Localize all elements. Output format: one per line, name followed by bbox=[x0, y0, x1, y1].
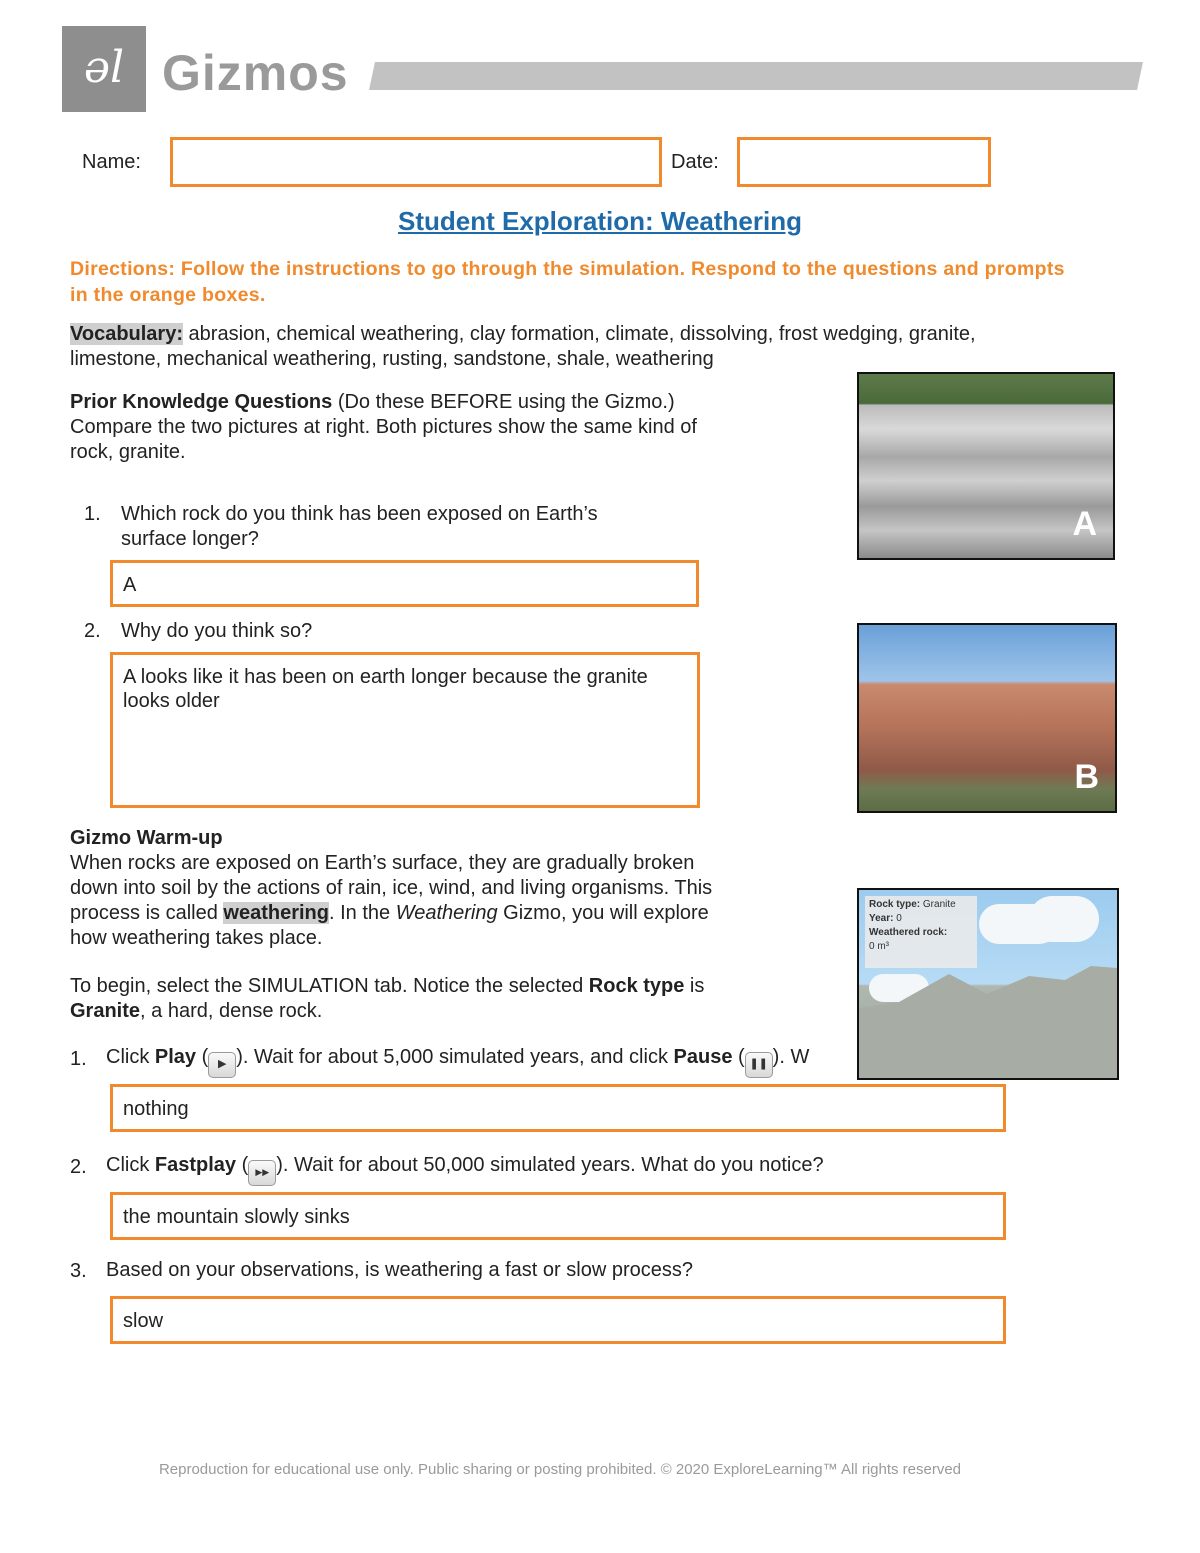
warmup-q2-a: Click bbox=[106, 1154, 155, 1176]
readout-year-value: 0 bbox=[896, 913, 902, 924]
warmup-p1-line2: down into soil by the actions of rain, ice, wind, and living organisms. This bbox=[70, 877, 713, 899]
name-label: Name: bbox=[82, 151, 141, 173]
photo-a-label: A bbox=[1072, 505, 1097, 543]
readout-weathered-label: Weathered rock: bbox=[869, 927, 948, 938]
readout-year-label: Year: bbox=[869, 913, 894, 924]
header-band bbox=[369, 62, 1143, 90]
warmup-p2-line1b: is bbox=[684, 975, 705, 997]
footer: Reproduction for educational use only. Public sharing or posting prohibited. © 2020 ExploreLearning™ All rights reserved bbox=[158, 1461, 962, 1478]
prior-q2-number: 2. bbox=[84, 620, 101, 642]
warmup-q1-e: ( bbox=[732, 1046, 745, 1068]
vocabulary-line1: abrasion, chemical weathering, clay formation, climate, dissolving, frost wedging, granite, bbox=[183, 323, 976, 345]
warmup-p2-line2b: , a hard, dense rock. bbox=[140, 1000, 323, 1022]
prior-q1-text bbox=[121, 502, 681, 552]
warmup-heading: Gizmo Warm-up bbox=[70, 827, 223, 849]
pause-term: Pause bbox=[673, 1046, 733, 1068]
warmup-q1-c: ( bbox=[196, 1046, 209, 1068]
warmup-q2-c: ( bbox=[236, 1154, 249, 1176]
prior-q1-line1: Which rock do you think has been exposed on Earth’s bbox=[121, 503, 598, 525]
readout-weathered-value: 0 m³ bbox=[869, 941, 889, 952]
fastplay-term: Fastplay bbox=[154, 1154, 237, 1176]
warmup-q1-number: 1. bbox=[70, 1048, 87, 1070]
warmup-q1-d: ). Wait for about 5,000 simulated years, and click bbox=[236, 1046, 674, 1068]
prior-q2-text: Why do you think so? bbox=[121, 620, 313, 642]
warmup-p1-line3b: . In the bbox=[328, 902, 396, 924]
warmup-paragraph-1 bbox=[70, 851, 830, 951]
photo-b-label: B bbox=[1074, 758, 1099, 796]
warmup-q1-answer[interactable]: nothing bbox=[110, 1084, 1006, 1132]
rock-type-term: Rock type bbox=[588, 975, 685, 997]
logo-glyph: əl bbox=[83, 42, 125, 93]
granite-photo-b bbox=[857, 623, 1117, 813]
granite-photo-a bbox=[857, 372, 1115, 560]
warmup-q2-number: 2. bbox=[70, 1156, 87, 1178]
simulation-screenshot bbox=[857, 888, 1119, 1080]
warmup-paragraph-2 bbox=[70, 974, 830, 1024]
weathering-term: weathering bbox=[223, 902, 329, 924]
vocabulary bbox=[70, 322, 1070, 372]
logo bbox=[62, 26, 146, 112]
warmup-q1-f: ). W bbox=[772, 1046, 810, 1068]
warmup-q1-text bbox=[106, 1045, 856, 1078]
date-label: Date: bbox=[671, 151, 719, 173]
prior-heading-note: (Do these BEFORE using the Gizmo.) bbox=[332, 391, 675, 413]
readout-rock-type-value: Granite bbox=[922, 899, 956, 910]
warmup-q3-text: Based on your observations, is weathering a fast or slow process? bbox=[106, 1259, 693, 1281]
brand-name: Gizmos bbox=[162, 45, 349, 101]
warmup-p1-line1: When rocks are exposed on Earth’s surface, they are gradually broken bbox=[70, 852, 695, 874]
warmup-p2-line1a: To begin, select the SIMULATION tab. Notice the selected bbox=[70, 975, 589, 997]
warmup-p1-line3a: process is called bbox=[70, 902, 224, 924]
prior-q1-number: 1. bbox=[84, 503, 101, 525]
warmup-p1-line4: how weathering takes place. bbox=[70, 927, 323, 949]
readout-rock-type-label: Rock type: bbox=[869, 899, 921, 910]
pause-icon: ❚❚ bbox=[745, 1052, 773, 1078]
prior-q1-answer[interactable]: A bbox=[110, 560, 699, 607]
prior-q2-answer[interactable]: A looks like it has been on earth longer because the granite looks older bbox=[110, 652, 700, 808]
warmup-q1-a: Click bbox=[106, 1046, 155, 1068]
page-title: Student Exploration: Weathering bbox=[398, 206, 802, 236]
fastplay-icon: ▶▶ bbox=[248, 1160, 276, 1186]
weathering-gizmo-name: Weathering bbox=[395, 902, 498, 924]
warmup-q2-d: ). Wait for about 50,000 simulated years. What do you notice? bbox=[276, 1154, 824, 1176]
prior-intro-line2: rock, granite. bbox=[70, 441, 186, 463]
warmup-q3-number: 3. bbox=[70, 1260, 87, 1282]
warmup-p1-line3c: Gizmo, you will explore bbox=[497, 902, 709, 924]
prior-heading: Prior Knowledge Questions bbox=[70, 391, 333, 413]
vocabulary-label: Vocabulary: bbox=[70, 323, 183, 345]
prior-knowledge bbox=[70, 390, 830, 465]
warmup-q2-text bbox=[106, 1153, 966, 1186]
date-field[interactable] bbox=[737, 137, 991, 187]
prior-q1-line2: surface longer? bbox=[121, 528, 259, 550]
play-term: Play bbox=[154, 1046, 197, 1068]
prior-intro-line1: Compare the two pictures at right. Both pictures show the same kind of bbox=[70, 416, 697, 438]
granite-term: Granite bbox=[70, 1000, 141, 1022]
play-icon: ▶ bbox=[208, 1052, 236, 1078]
vocabulary-line2: limestone, mechanical weathering, rusting, sandstone, shale, weathering bbox=[70, 348, 714, 370]
directions: Directions: Follow the instructions to go through the simulation. Respond to the questions and prompts in the orange boxes. bbox=[70, 258, 1065, 306]
warmup-q3-answer[interactable]: slow bbox=[110, 1296, 1006, 1344]
simulation-readout bbox=[865, 896, 977, 968]
name-field[interactable] bbox=[170, 137, 662, 187]
warmup-q2-answer[interactable]: the mountain slowly sinks bbox=[110, 1192, 1006, 1240]
